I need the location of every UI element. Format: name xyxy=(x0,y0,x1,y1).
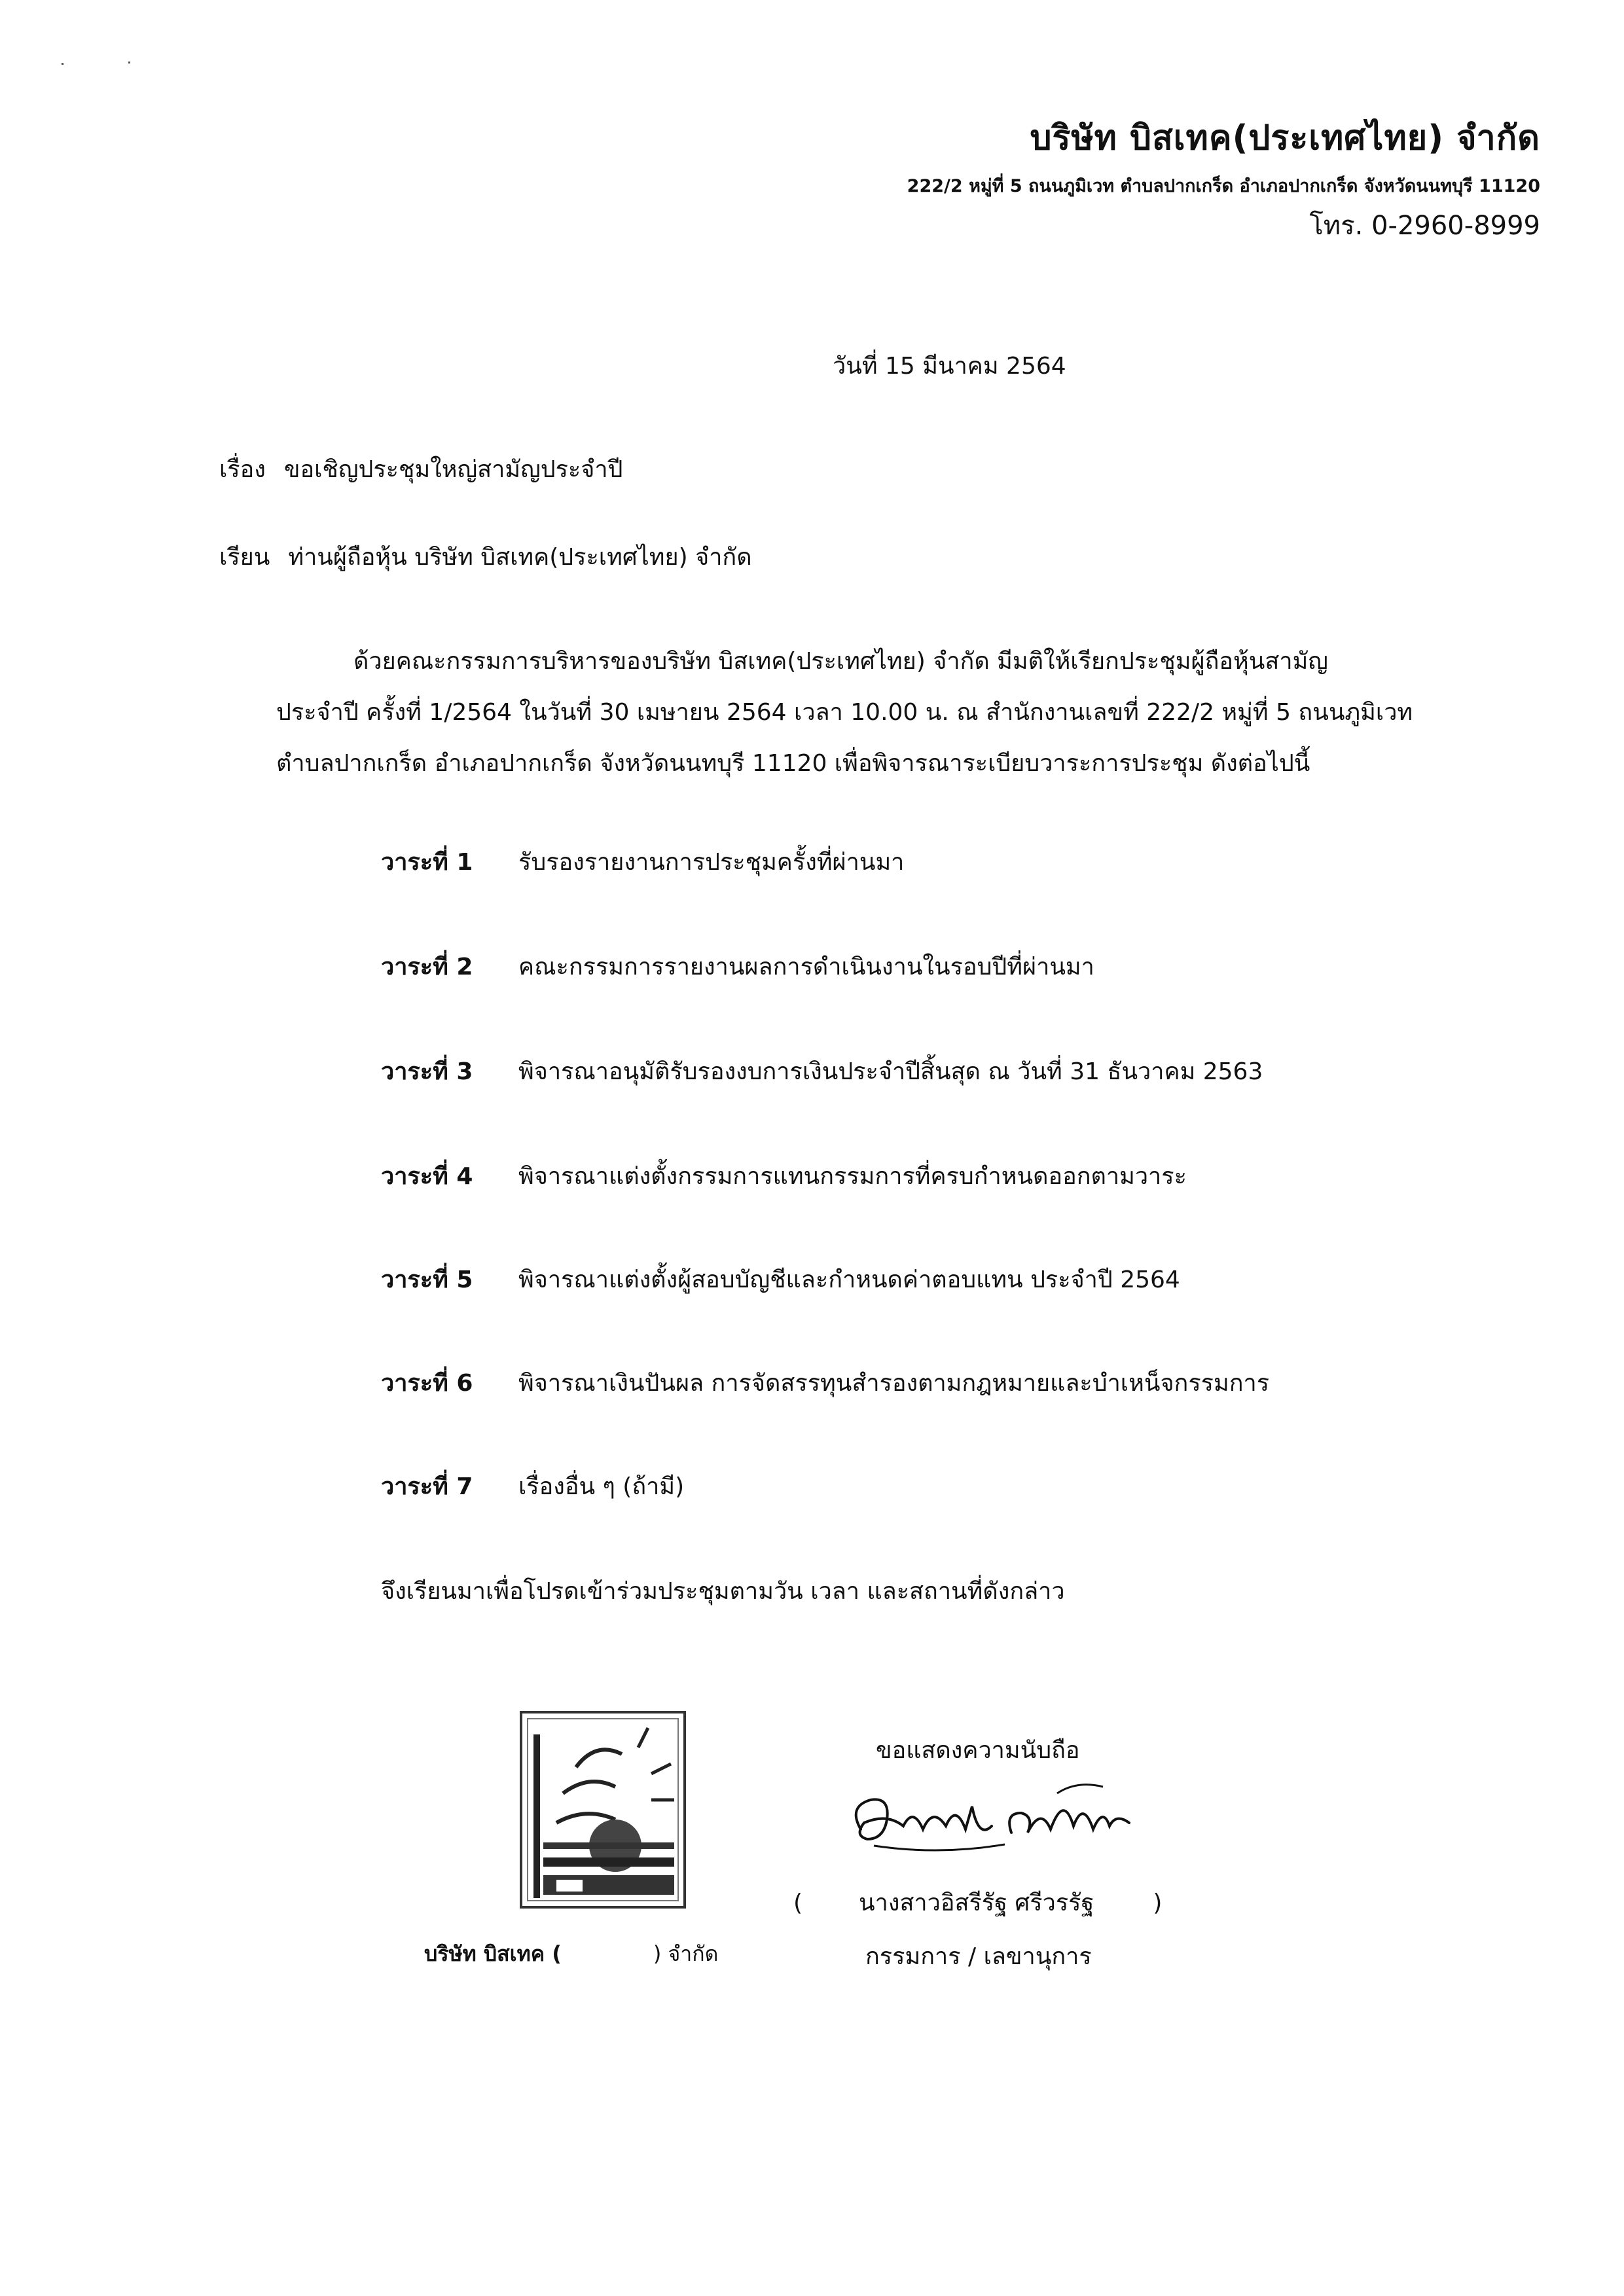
signer-name-line xyxy=(793,1884,1162,1921)
agenda-item xyxy=(381,948,1094,985)
agenda-label: วาระที่ 1 xyxy=(381,849,473,876)
agenda-label: วาระที่ 4 xyxy=(381,1163,473,1190)
body-line: ประจำปี ครั้งที่ 1/2564 ในวันที่ 30 เมษายน 2564 เวลา 10.00 น. ณ สำนักงานเลขที่ 222/2 หมู่ที่ 5 ถนนภูมิเวท xyxy=(276,699,1413,726)
recipient-text: ท่านผู้ถือหุ้น บริษัท บิสเทค(ประเทศไทย) จำกัด xyxy=(288,544,752,571)
agenda-label: วาระที่ 2 xyxy=(381,954,473,980)
signer-close-paren: ) xyxy=(1153,1890,1163,1916)
stamp-company-caption xyxy=(424,1937,718,1971)
agenda-item xyxy=(381,843,904,880)
scan-speck xyxy=(62,63,63,65)
agenda-text: พิจารณาแต่งตั้งผู้สอบบัญชีและกำหนดค่าตอบแทน ประจำปี 2564 xyxy=(518,1266,1180,1293)
sun-logo-icon xyxy=(517,1708,689,1911)
subject-label: เรื่อง xyxy=(219,456,266,483)
agenda-item xyxy=(381,1157,1187,1194)
agenda-label: วาระที่ 6 xyxy=(381,1370,473,1397)
agenda-item xyxy=(381,1364,1269,1401)
signer-open-paren: ( xyxy=(793,1890,803,1916)
stamp-company-suffix: ) จำกัด xyxy=(653,1941,719,1966)
letter-date: วันที่ 15 มีนาคม 2564 xyxy=(833,353,1066,380)
agenda-label: วาระที่ 7 xyxy=(381,1473,473,1500)
body-line: ตำบลปากเกร็ด อำเภอปากเกร็ด จังหวัดนนทบุรี 11120 เพื่อพิจารณาระเบียบวาระการประชุม ดังต่อไปนี้ xyxy=(276,750,1310,777)
company-name: บริษัท บิสเทค(ประเทศไทย) จำกัด xyxy=(1030,118,1540,158)
handwritten-signature-icon xyxy=(841,1767,1142,1865)
closing-sentence: จึงเรียนมาเพื่อโปรดเข้าร่วมประชุมตามวัน เวลา และสถานที่ดังกล่าว xyxy=(381,1578,1065,1605)
agenda-item xyxy=(381,1052,1263,1090)
agenda-text: เรื่องอื่น ๆ (ถ้ามี) xyxy=(518,1473,685,1500)
agenda-text: รับรองรายงานการประชุมครั้งที่ผ่านมา xyxy=(518,849,905,876)
stamp-company-prefix: บริษัท บิสเทค ( xyxy=(424,1941,562,1966)
scan-speck xyxy=(128,62,130,63)
agenda-item xyxy=(381,1261,1180,1298)
agenda-text: คณะกรรมการรายงานผลการดำเนินงานในรอบปีที่ผ่านมา xyxy=(518,954,1094,980)
subject-text: ขอเชิญประชุมใหญ่สามัญประจำปี xyxy=(283,456,623,483)
agenda-text: พิจารณาอนุมัติรับรองงบการเงินประจำปีสิ้นสุด ณ วันที่ 31 ธันวาคม 2563 xyxy=(518,1058,1263,1085)
recipient-line xyxy=(219,543,752,571)
subject-line xyxy=(219,456,623,484)
regards-line: ขอแสดงความนับถือ xyxy=(876,1737,1080,1764)
agenda-text: พิจารณาแต่งตั้งกรรมการแทนกรรมการที่ครบกำหนดออกตามวาระ xyxy=(518,1163,1187,1190)
recipient-label: เรียน xyxy=(219,544,270,571)
agenda-label: วาระที่ 5 xyxy=(381,1266,473,1293)
agenda-label: วาระที่ 3 xyxy=(381,1058,473,1085)
signer-name: นางสาวอิสรีรัฐ ศรีวรรัฐ xyxy=(859,1890,1094,1916)
agenda-item xyxy=(381,1467,684,1505)
body-paragraph xyxy=(276,636,1545,789)
signer-title: กรรมการ / เลขานุการ xyxy=(865,1943,1092,1970)
company-address: 222/2 หมู่ที่ 5 ถนนภูมิเวท ตำบลปากเกร็ด อำเภอปากเกร็ด จังหวัดนนทบุรี 11120 xyxy=(907,176,1540,196)
company-phone: โทร. 0-2960-8999 xyxy=(1309,211,1540,241)
agenda-text: พิจารณาเงินปันผล การจัดสรรทุนสำรองตามกฎหมายและบำเหน็จกรรมการ xyxy=(518,1370,1270,1397)
body-line: ด้วยคณะกรรมการบริหารของบริษัท บิสเทค(ประเทศไทย) จำกัด มีมติให้เรียกประชุมผู้ถือหุ้นสามัญ xyxy=(353,648,1328,675)
